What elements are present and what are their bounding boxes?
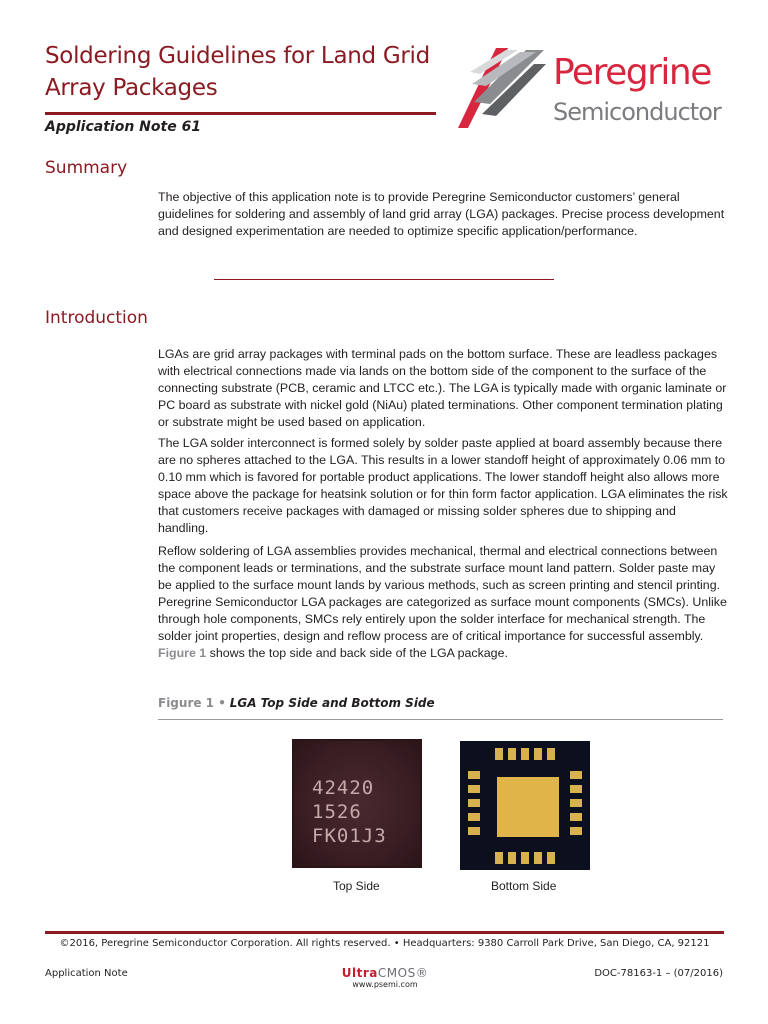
intro-paragraph-3: [158, 543, 728, 662]
introduction-heading: Introduction: [45, 308, 148, 328]
section-divider: [214, 279, 554, 280]
pad: [521, 852, 529, 864]
brand-name: Peregrine: [553, 52, 711, 93]
figure-caption-text: LGA Top Side and Bottom Side: [229, 696, 435, 710]
intro-paragraph-3-text: Reflow soldering of LGA assemblies provides mechanical, thermal and electrical connections between the component leads or terminations, and the substrate surface mount land pattern. Solder paste may be applied to the surface mount lands by various methods, such as screen printing and stencil printing. Peregrine Semiconductor LGA packages are categorized as surface mount components (SMCs). Unlike through hole components, SMCs rely entirely upon the solder interface for mechanical strength. The solder joint properties, design and reflow process are of critical importance for successful assembly.: [158, 544, 727, 643]
ultra-text: Ultra: [341, 966, 378, 980]
figure-caption: [158, 696, 435, 710]
pad: [495, 852, 503, 864]
pad: [508, 852, 516, 864]
brand-subname: Semiconductor: [553, 98, 721, 126]
document-subtitle: Application Note 61: [45, 119, 202, 135]
intro-paragraph-2: The LGA solder interconnect is formed solely by solder paste applied at board assembly because there are no spheres attached to the LGA. This results in a lower standoff height of approximately 0.06 mm to 0.10 mm which is favored for portable product applications. The lower standoff height also allows more space above the package for heatsink solution or for thin form factor application. LGA eliminates the risk that customers receive packages with damaged or missing solder spheres due to shipping and handling.: [158, 436, 728, 535]
pad: [495, 748, 503, 760]
pad: [534, 852, 542, 864]
document-title: Soldering Guidelines for Land Grid Array Packages: [45, 43, 430, 101]
website-link[interactable]: www.psemi.com: [352, 980, 418, 989]
summary-text: The objective of this application note is to provide Peregrine Semiconductor customers’ general guidelines for soldering and assembly of land grid array (LGA) packages. Precise process development and designed experimentation are needed to optimize specific application/performance.: [158, 190, 725, 238]
pad: [570, 771, 582, 779]
chip-marking-line-1: 42420: [312, 777, 375, 799]
pad: [547, 748, 555, 760]
intro-paragraph-1: LGAs are grid array packages with terminal pads on the bottom surface. These are leadless packages with electrical connections made via lands on the bottom side of the component to the surface of the connecting substrate (PCB, ceramic and LTCC etc.). The LGA is typically made with organic laminate or PC board as substrate with nickel gold (NiAu) plated terminations. Other component termination plating or substrate might be used based on application.: [158, 347, 727, 429]
ultracmos-logo: [340, 966, 430, 989]
figure-1-link[interactable]: Figure 1: [158, 646, 207, 660]
footer-doc-number: DOC-78163-1 – (07/2016): [594, 968, 723, 979]
pad: [570, 827, 582, 835]
lga-top-side-image: [292, 739, 422, 868]
pad: [547, 852, 555, 864]
center-pad: [497, 777, 559, 837]
figure-number: Figure 1 •: [158, 696, 226, 710]
chip-marking-line-3: FK01J3: [312, 825, 387, 847]
pad: [468, 827, 480, 835]
footer-doc-type: Application Note: [45, 968, 128, 979]
intro-paragraph-3-end: shows the top side and back side of the LGA package.: [206, 646, 508, 660]
pad: [468, 799, 480, 807]
pad: [508, 748, 516, 760]
peregrine-logo-icon: [452, 42, 548, 132]
pad: [468, 785, 480, 793]
lga-bottom-side-image: [460, 741, 590, 870]
pad: [521, 748, 529, 760]
cmos-text: CMOS®: [377, 966, 429, 980]
top-side-label: Top Side: [333, 879, 380, 893]
title-divider: [45, 112, 436, 115]
footer-copyright: ©2016, Peregrine Semiconductor Corporation. All rights reserved. • Headquarters: 9380 Carroll Park Drive, San Diego, CA, 92121: [59, 938, 710, 949]
pad: [468, 771, 480, 779]
chip-marking-line-2: 1526: [312, 801, 362, 823]
pad: [570, 813, 582, 821]
pad: [570, 785, 582, 793]
pad: [570, 799, 582, 807]
bottom-side-label: Bottom Side: [491, 879, 557, 893]
pad: [468, 813, 480, 821]
summary-heading: Summary: [45, 158, 128, 178]
pad: [534, 748, 542, 760]
figure-divider: [158, 719, 723, 720]
footer-divider: [45, 931, 724, 934]
